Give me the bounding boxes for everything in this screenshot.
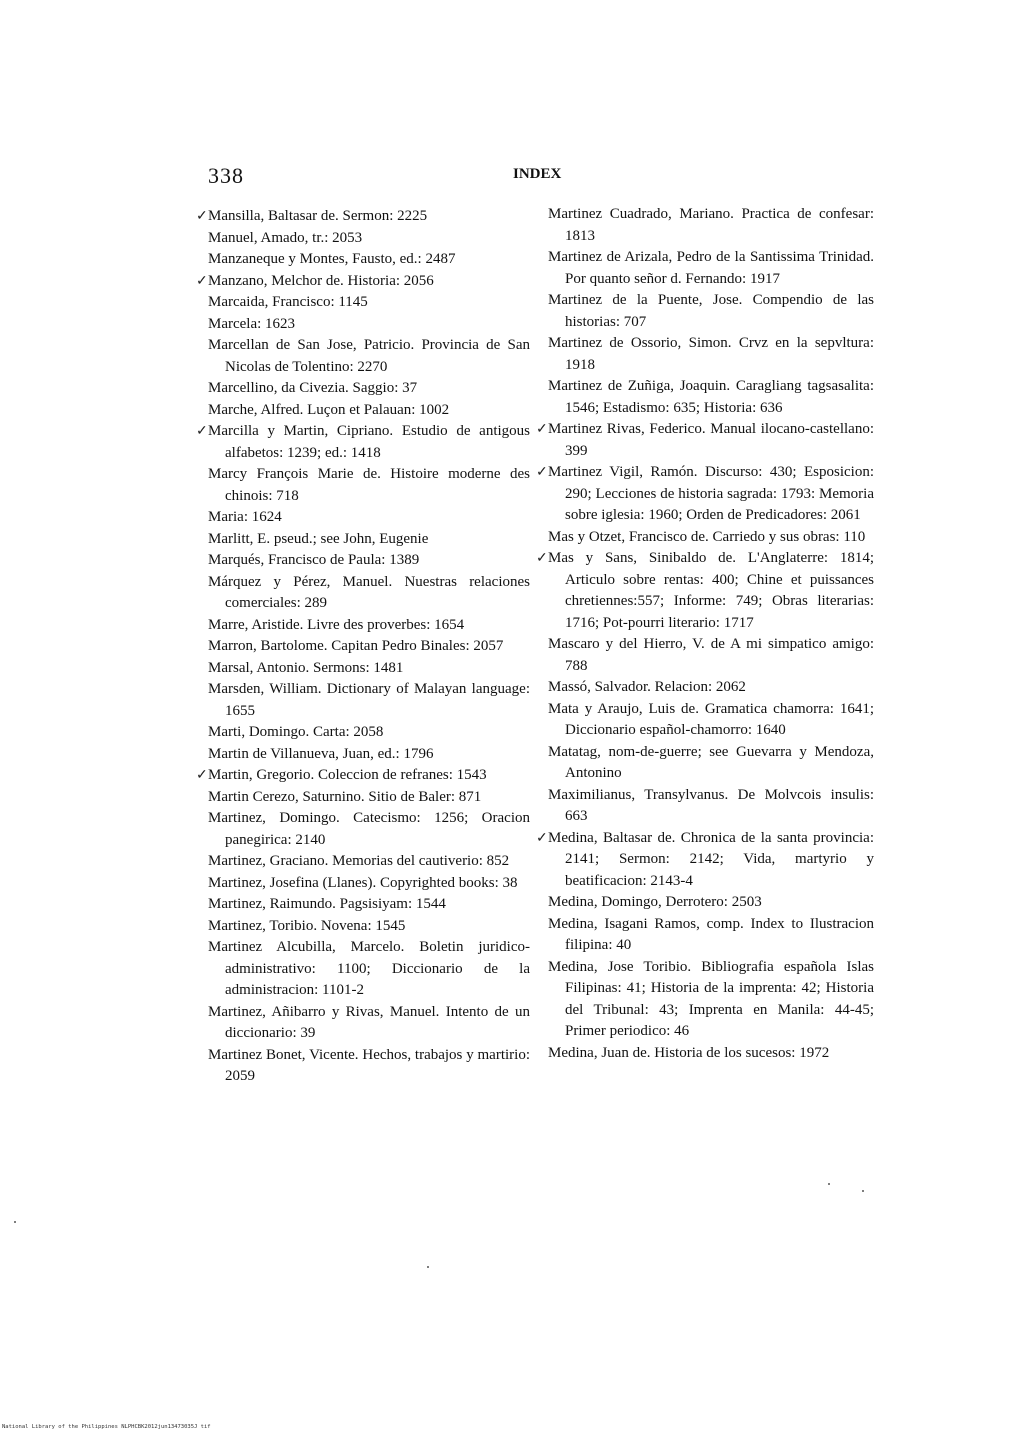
index-entry-text: Mas y Sans, Sinibaldo de. L'Anglaterre: 1814; Articulo sobre rentas: 400; Chine et puissances chretiennes:557; Informe: 749; Obras literarias: 1716; Pot-pourri literario: 1717 [548, 550, 874, 631]
index-entry [208, 529, 530, 551]
index-entry-text: Manzaneque y Montes, Fausto, ed.: 2487 [208, 251, 456, 267]
index-entry-text: Mansilla, Baltasar de. Sermon: 2225 [208, 208, 428, 224]
index-entry [208, 507, 530, 529]
index-entry-text: Marti, Domingo. Carta: 2058 [208, 724, 384, 740]
index-entry-text: Mas y Otzet, Francisco de. Carriedo y sus obras: 110 [548, 528, 866, 545]
index-entry-text: Martinez Vigil, Ramón. Discurso: 430; Esposicion: 290; Lecciones de historia sagrada: 1793: Memoria sobre iglesia: 1960; Orden de Predicadores: 2061 [548, 464, 874, 523]
index-entry [548, 957, 874, 1043]
index-entry [548, 785, 874, 828]
index-entry [196, 765, 530, 787]
index-entry-text: Martinez Rivas, Federico. Manual ilocano-castellano: 399 [548, 421, 874, 459]
index-entry [196, 421, 530, 464]
index-entry [548, 914, 874, 957]
index-entry-text: Martinez, Raimundo. Pagsisiyam: 1544 [208, 896, 446, 912]
index-entry [208, 615, 530, 637]
index-entry-text: Martinez de Ossorio, Simon. Crvz en la sepvltura: 1918 [548, 335, 874, 373]
index-entry [548, 677, 874, 699]
index-entry [208, 464, 530, 507]
index-entry [208, 722, 530, 744]
check-mark-icon: ✓ [196, 424, 208, 439]
index-entry-text: Medina, Juan de. Historia de los sucesos: 1972 [548, 1044, 830, 1061]
index-entry [548, 290, 874, 333]
index-entry [536, 548, 874, 634]
index-entry [208, 249, 530, 271]
index-entry [208, 787, 530, 809]
index-entry [208, 1045, 530, 1088]
index-entry-text: Marsal, Antonio. Sermons: 1481 [208, 659, 404, 676]
page-number: 338 [208, 163, 244, 188]
index-entry [208, 228, 530, 250]
scan-speck [14, 1221, 16, 1223]
index-entry-text: Marcellan de San Jose, Patricio. Provincia de San Nicolas de Tolentino: 2270 [208, 337, 530, 375]
index-entry-text: Manuel, Amado, tr.: 2053 [208, 229, 363, 246]
index-entry-text: Martinez, Graciano. Memorias del cautiverio: 852 [208, 853, 510, 869]
index-entry-text: Maximilianus, Transylvanus. De Molvcois insulis: 663 [548, 786, 874, 824]
check-mark-icon: ✓ [536, 551, 548, 566]
index-entry [548, 247, 874, 290]
index-entry-text: Marcilla y Martin, Cipriano. Estudio de antigous alfabetos: 1239; ed.: 1418 [208, 423, 530, 461]
index-entry-text: Marre, Aristide. Livre des proverbes: 1654 [208, 616, 465, 633]
scan-speck [828, 1183, 830, 1185]
scan-footer: National Library of the Philippines NLPHCBK2012jun13473035J tif [2, 1424, 211, 1430]
index-entry [208, 1002, 530, 1045]
index-entry-text: Martinez de Zuñiga, Joaquin. Caragliang tagsasalita: 1546; Estadismo: 635; Historia: 636 [548, 378, 874, 416]
index-entry [548, 376, 874, 419]
index-entry [208, 658, 530, 680]
index-entry [208, 378, 530, 400]
index-entry-text: Medina, Baltasar de. Chronica de la santa provincia: 2141; Sermon: 2142; Vida, martyrio y beatificacion: 2143-4 [548, 829, 874, 889]
check-mark-icon: ✓ [196, 273, 208, 289]
index-entry [548, 892, 874, 914]
check-mark-icon: ✓ [536, 830, 548, 846]
index-entry [208, 744, 530, 766]
index-entry-text: Marcela: 1623 [208, 315, 296, 332]
index-entry [548, 204, 874, 247]
check-mark-icon: ✓ [196, 768, 208, 783]
index-entry [208, 550, 530, 572]
check-mark-icon: ✓ [196, 209, 208, 224]
index-entry [196, 206, 530, 228]
index-entry-text: Medina, Jose Toribio. Bibliografia española Islas Filipinas: 41; Historia de la imprenta: 42; Historia del Tribunal: 43; Imprenta en Manila: 44-45; Primer periodico: 46 [548, 958, 874, 1039]
index-entry-text: Mata y Araujo, Luis de. Gramatica chamorra: 1641; Diccionario español-chamorro: 1640 [548, 700, 874, 738]
check-mark-icon: ✓ [536, 465, 548, 480]
index-entry-text: Martinez de Arizala, Pedro de la Santissima Trinidad. Por quanto señor d. Fernando: 1917 [548, 249, 874, 287]
index-entry-text: Martinez, Domingo. Catecismo: 1256; Oracion panegirica: 2140 [208, 810, 530, 848]
index-entry-text: Maria: 1624 [208, 509, 282, 525]
index-entry-text: Martinez, Toribio. Novena: 1545 [208, 917, 406, 934]
index-entry-text: Marqués, Francisco de Paula: 1389 [208, 552, 420, 568]
index-entry [208, 636, 530, 658]
index-entry-text: Martinez Alcubilla, Marcelo. Boletin juridico-administrativo: 1100; Diccionario de la administracion: 1101-2 [208, 939, 530, 998]
index-entry [208, 335, 530, 378]
index-entry-text: Martinez, Añibarro y Rivas, Manuel. Intento de un diccionario: 39 [208, 1003, 530, 1041]
scan-speck [862, 1190, 864, 1192]
index-entry-text: Medina, Domingo, Derrotero: 2503 [548, 894, 762, 910]
index-column-left [196, 206, 530, 1088]
index-entry-text: Marsden, William. Dictionary of Malayan language: 1655 [208, 681, 530, 719]
index-entry [548, 634, 874, 677]
index-entry [208, 894, 530, 916]
index-entry [548, 1043, 874, 1065]
running-head: INDEX [513, 166, 562, 182]
index-entry [208, 314, 530, 336]
index-entry [208, 916, 530, 938]
index-entry [208, 400, 530, 422]
check-mark-icon: ✓ [536, 422, 548, 437]
index-entry [208, 808, 530, 851]
index-entry [208, 292, 530, 314]
index-entry [548, 527, 874, 549]
index-entry-text: Massó, Salvador. Relacion: 2062 [548, 679, 746, 695]
index-entry [548, 333, 874, 376]
index-entry [208, 937, 530, 1002]
index-entry [548, 699, 874, 742]
index-entry-text: Martinez, Josefina (Llanes). Copyrighted books: 38 [208, 874, 518, 891]
index-entry-text: Matatag, nom-de-guerre; see Guevarra y Mendoza, Antonino [548, 743, 874, 781]
index-entry-text: Martinez Cuadrado, Mariano. Practica de confesar: 1813 [548, 206, 874, 244]
index-entry [196, 271, 530, 293]
index-entry-text: Marron, Bartolome. Capitan Pedro Binales: 2057 [208, 638, 504, 654]
index-entry-text: Mascaro y del Hierro, V. de A mi simpatico amigo: 788 [548, 636, 874, 674]
index-entry [208, 873, 530, 895]
index-entry [536, 462, 874, 527]
scan-speck [427, 1266, 429, 1268]
index-entry-text: Marche, Alfred. Luçon et Palauan: 1002 [208, 401, 450, 418]
index-entry-text: Martinez de la Puente, Jose. Compendio de las historias: 707 [548, 292, 874, 330]
index-entry-text: Martin de Villanueva, Juan, ed.: 1796 [208, 745, 434, 762]
index-entry-text: Manzano, Melchor de. Historia: 2056 [208, 272, 434, 289]
index-entry-text: Martin, Gregorio. Coleccion de refranes: 1543 [208, 767, 487, 783]
index-entry [208, 851, 530, 873]
index-entry-text: Martin Cerezo, Saturnino. Sitio de Baler: 871 [208, 788, 482, 805]
index-entry [208, 572, 530, 615]
index-entry-text: Márquez y Pérez, Manuel. Nuestras relaciones comerciales: 289 [208, 573, 530, 611]
index-entry-text: Marlitt, E. pseud.; see John, Eugenie [208, 530, 429, 547]
index-entry-text: Marcellino, da Civezia. Saggio: 37 [208, 380, 418, 396]
index-column-right [536, 204, 874, 1064]
index-entry-text: Marcy François Marie de. Histoire moderne des chinois: 718 [208, 466, 530, 504]
index-entry [536, 828, 874, 893]
index-entry-text: Martinez Bonet, Vicente. Hechos, trabajos y martirio: 2059 [208, 1046, 530, 1084]
index-entry-text: Marcaida, Francisco: 1145 [208, 294, 368, 310]
index-entry [548, 742, 874, 785]
index-entry [536, 419, 874, 462]
index-entry [208, 679, 530, 722]
index-entry-text: Medina, Isagani Ramos, comp. Index to Ilustracion filipina: 40 [548, 915, 874, 953]
